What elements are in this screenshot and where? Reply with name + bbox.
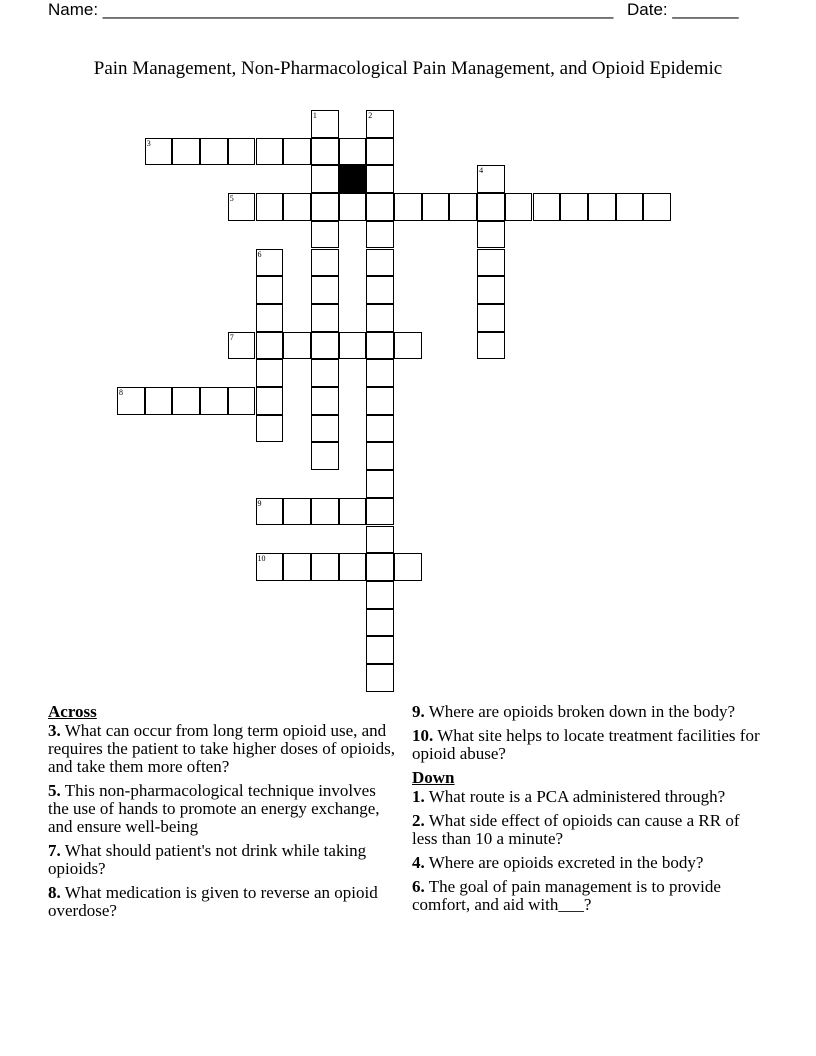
- clues-left-column: [48, 703, 396, 926]
- grid-cell[interactable]: [283, 138, 311, 166]
- across-clue-5: 5. This non-pharmacological technique involves the use of hands to promote an energy exchange, and ensure well-being: [48, 781, 380, 836]
- grid-cell[interactable]: [228, 138, 256, 166]
- grid-cell[interactable]: [505, 193, 533, 221]
- down-clue-6: 6. The goal of pain management is to provide comfort, and aid with___?: [412, 877, 721, 914]
- grid-cell[interactable]: [560, 193, 588, 221]
- grid-cell[interactable]: [200, 138, 228, 166]
- clue-number-label: 3: [146, 138, 151, 148]
- grid-cell[interactable]: [366, 470, 394, 498]
- grid-cell[interactable]: [256, 332, 284, 360]
- clue-number-label: 7: [229, 332, 234, 342]
- page-title: Pain Management, Non-Pharmacological Pain Management, and Opioid Epidemic: [93, 58, 723, 79]
- grid-cell[interactable]: [366, 359, 394, 387]
- clues-right-column: [412, 703, 762, 920]
- grid-cell[interactable]: [394, 193, 422, 221]
- grid-cell[interactable]: [145, 387, 173, 415]
- grid-cell[interactable]: [256, 138, 284, 166]
- grid-cell[interactable]: [283, 193, 311, 221]
- clue-number-label: 8: [119, 388, 123, 397]
- grid-cell[interactable]: [366, 387, 394, 415]
- down-clue-1: 1. What route is a PCA administered through?: [412, 787, 726, 806]
- grid-cell[interactable]: [339, 553, 367, 581]
- grid-cell[interactable]: [339, 332, 367, 360]
- grid-cell[interactable]: [366, 221, 394, 249]
- across-clue-8: 8. What medication is given to reverse an opioid overdose?: [48, 883, 378, 920]
- down-clue-2: 2. What side effect of opioids can cause a RR of less than 10 a minute?: [412, 811, 740, 848]
- grid-cell[interactable]: [643, 193, 671, 221]
- grid-cell[interactable]: [311, 193, 339, 221]
- grid-cell[interactable]: [394, 553, 422, 581]
- grid-cell[interactable]: [311, 165, 339, 193]
- grid-cell[interactable]: [311, 498, 339, 526]
- grid-cell[interactable]: [256, 553, 284, 581]
- grid-block-cell: [339, 165, 367, 193]
- grid-cell[interactable]: [311, 332, 339, 360]
- clue-number-label: 5: [229, 194, 234, 204]
- grid-cell[interactable]: [256, 304, 284, 332]
- down-clue-4: 4. Where are opioids excreted in the body?: [412, 853, 704, 872]
- grid-cell[interactable]: [477, 221, 505, 249]
- grid-cell[interactable]: [283, 332, 311, 360]
- clue-number-label: 1: [312, 111, 317, 120]
- grid-cell[interactable]: [311, 304, 339, 332]
- clue-number-label: 4: [479, 166, 484, 176]
- grid-cell[interactable]: [117, 387, 145, 415]
- grid-cell[interactable]: [256, 359, 284, 387]
- grid-cell[interactable]: [366, 332, 394, 360]
- grid-cell[interactable]: [477, 276, 505, 304]
- clue-number-label: 9: [257, 498, 262, 508]
- across-clue-9: 9. Where are opioids broken down in the body?: [412, 702, 736, 721]
- across-clue-10: 10. What site helps to locate treatment facilities for opioid abuse?: [412, 726, 760, 763]
- grid-cell[interactable]: [366, 581, 394, 609]
- grid-cell[interactable]: [477, 249, 505, 277]
- grid-cell[interactable]: [311, 553, 339, 581]
- grid-cell[interactable]: [339, 498, 367, 526]
- grid-cell[interactable]: [311, 276, 339, 304]
- grid-cell[interactable]: [256, 387, 284, 415]
- grid-cell[interactable]: [477, 165, 505, 193]
- across-heading: Across: [48, 702, 97, 721]
- grid-cell[interactable]: [311, 138, 339, 166]
- grid-cell[interactable]: [588, 193, 616, 221]
- grid-cell[interactable]: [477, 304, 505, 332]
- grid-cell[interactable]: [339, 193, 367, 221]
- clue-number-label: 6: [257, 249, 262, 259]
- clue-number-label: 10: [257, 554, 266, 564]
- grid-cell[interactable]: [616, 193, 644, 221]
- grid-cell[interactable]: [366, 276, 394, 304]
- clue-number-label: 2: [368, 111, 373, 120]
- grid-cell[interactable]: [449, 193, 477, 221]
- grid-cell[interactable]: [366, 498, 394, 526]
- grid-cell[interactable]: [366, 415, 394, 443]
- grid-cell[interactable]: [228, 193, 256, 221]
- grid-cell[interactable]: [256, 249, 284, 277]
- grid-cell[interactable]: [366, 636, 394, 664]
- down-heading: Down: [412, 768, 455, 787]
- grid-cell[interactable]: [145, 138, 173, 166]
- grid-cell[interactable]: [311, 415, 339, 443]
- date-field-label: Date: _______: [627, 0, 739, 19]
- grid-cell[interactable]: [172, 138, 200, 166]
- grid-cell[interactable]: [366, 304, 394, 332]
- grid-cell[interactable]: [366, 249, 394, 277]
- grid-cell[interactable]: [228, 332, 256, 360]
- grid-cell[interactable]: [339, 138, 367, 166]
- across-clue-3: 3. What can occur from long term opioid use, and requires the patient to take higher doses of opioids, and take them more often?: [48, 721, 395, 776]
- grid-cell[interactable]: [311, 442, 339, 470]
- grid-cell[interactable]: [366, 609, 394, 637]
- grid-cell[interactable]: [477, 193, 505, 221]
- grid-cell[interactable]: [366, 553, 394, 581]
- grid-cell[interactable]: [256, 415, 284, 443]
- grid-cell[interactable]: [422, 193, 450, 221]
- grid-cell[interactable]: [533, 193, 561, 221]
- grid-cell[interactable]: [394, 332, 422, 360]
- grid-cell[interactable]: [311, 387, 339, 415]
- grid-cell[interactable]: [228, 387, 256, 415]
- name-field-label: Name: ______________________________________________________: [48, 0, 614, 19]
- grid-cell[interactable]: [256, 193, 284, 221]
- grid-cell[interactable]: [256, 276, 284, 304]
- grid-cell[interactable]: [311, 221, 339, 249]
- grid-cell[interactable]: [283, 498, 311, 526]
- grid-cell[interactable]: [311, 110, 339, 138]
- grid-cell[interactable]: [283, 553, 311, 581]
- grid-cell[interactable]: [366, 193, 394, 221]
- grid-cell[interactable]: [366, 442, 394, 470]
- grid-cell[interactable]: [311, 249, 339, 277]
- grid-cell[interactable]: [256, 498, 284, 526]
- grid-cell[interactable]: [200, 387, 228, 415]
- grid-cell[interactable]: [172, 387, 200, 415]
- across-clue-7: 7. What should patient's not drink while taking opioids?: [48, 841, 367, 878]
- grid-cell[interactable]: [366, 664, 394, 692]
- grid-cell[interactable]: [311, 359, 339, 387]
- grid-cell[interactable]: [366, 138, 394, 166]
- grid-cell[interactable]: [477, 332, 505, 360]
- grid-cell[interactable]: [366, 165, 394, 193]
- grid-cell[interactable]: [366, 526, 394, 554]
- grid-cell[interactable]: [366, 110, 394, 138]
